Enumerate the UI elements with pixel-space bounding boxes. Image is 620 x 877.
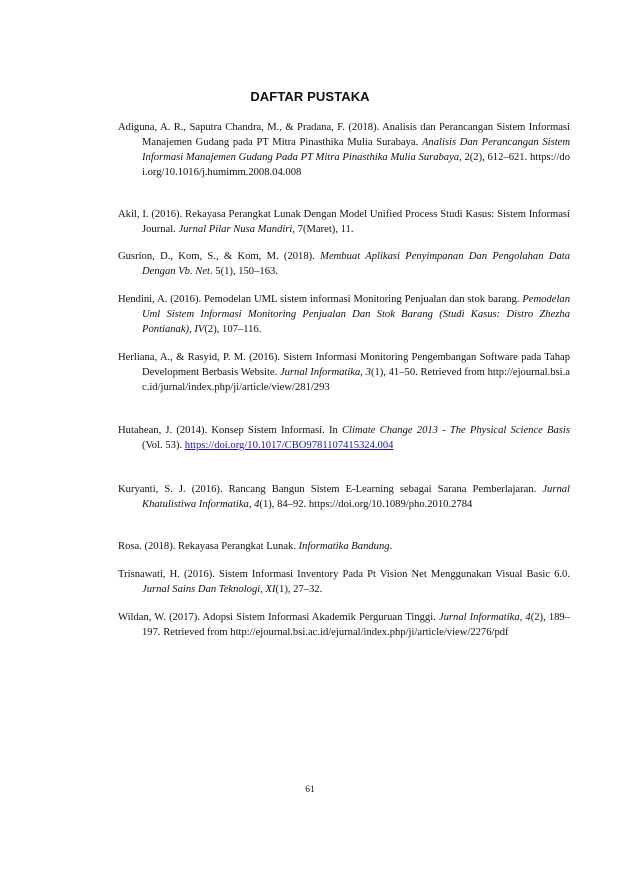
reference-item: Hendini, A. (2016). Pemodelan UML sistem informasi Monitoring Penjualan dan stok barang. Pemodelan Uml Sistem Informasi Monitoring Penjualan Dan Stok Barang (Studi Kasus: Distro Zhezha Pontianak), IV(2), 107–116. [118,294,570,335]
page-title: DAFTAR PUSTAKA [250,89,370,104]
reference-item: Herliana, A., & Rasyid, P. M. (2016). Sistem Informasi Monitoring Pengembangan Software pada Tahap Development Berbasis Website. Jurnal Informatika, 3(1), 41–50. Retrieved from http://ejournal.bsi.ac.id/jurnal/index.php/ji/article/view/281/293 [118,352,570,393]
page-number: 61 [305,785,315,795]
reference-item: Gusrion, D., Kom, S., & Kom, M. (2018). Membuat Aplikasi Penyimpanan Dan Pengolahan Data Dengan Vb. Net. 5(1), 150–163. [118,251,570,277]
reference-item: Kuryanti, S. J. (2016). Rancang Bangun Sistem E-Learning sebagai Sarana Pemberlajaran. Jurnal Khatulistiwa Informatika, 4(1), 84–92. https://doi.org/10.1089/pho.2010.2784 [118,484,570,510]
reference-item: Adiguna, A. R., Saputra Chandra, M., & Pradana, F. (2018). Analisis dan Perancangan Sistem Informasi Manajemen Gudang pada PT Mitra Pinasthika Mulia Surabaya. Analisis Dan Perancangan Sistem Informasi Manajemen Gudang Pada PT Mitra Pinasthika Mulia Surabaya, 2(2), 612–621. https://doi.org/10.1016/j.humimm.2008.04.008 [118,122,570,178]
reference-item: Hutahean, J. (2014). Konsep Sistem Informasi. In Climate Change 2013 - The Physical Science Basis (Vol. 53). https://doi.org/10.1017/CBO9781107415324.004 [118,425,570,451]
reference-item: Rosa. (2018). Rekayasa Perangkat Lunak. Informatika Bandung. [118,541,393,552]
reference-item: Trisnawati, H. (2016). Sistem Informasi Inventory Pada Pt Vision Net Menggunakan Visual Basic 6.0. Jurnal Sains Dan Teknologi, XI(1), 27–32. [118,569,570,595]
doi-link[interactable]: https://doi.org/10.1017/CBO9781107415324.004 [184,440,394,451]
reference-item: Wildan, W. (2017). Adopsi Sistem Informasi Akademik Perguruan Tinggi. Jurnal Informatika, 4(2), 189–197. Retrieved from http://ejournal.bsi.ac.id/ejurnal/index.php/ji/article/view/2276/pdf [118,612,571,638]
reference-item: Akil, I. (2016). Rekayasa Perangkat Lunak Dengan Model Unified Process Studi Kasus: Sistem Informasi Journal. Jurnal Pilar Nusa Mandiri, 7(Maret), 11. [118,209,570,235]
